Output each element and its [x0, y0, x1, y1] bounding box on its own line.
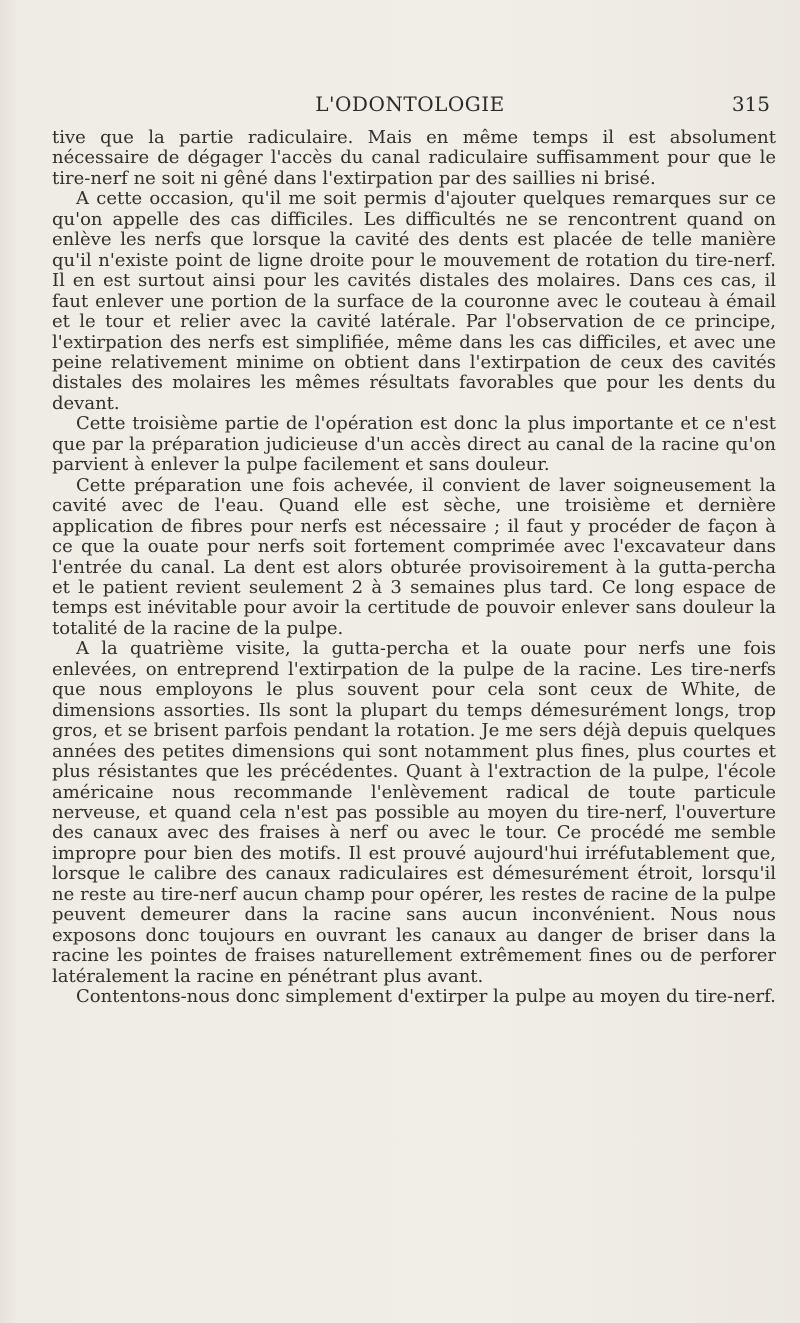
page-header: [50, 92, 770, 126]
paragraph-6: Contentons-nous donc simplement d'extirper la pulpe au moyen du tire-nerf.: [76, 986, 776, 1008]
paper-speck: [463, 1195, 464, 1196]
article-body: [52, 128, 776, 1007]
page-number: 315: [731, 92, 770, 116]
paragraph-1: tive que la partie radiculaire. Mais en même temps il est absolument nécessaire de dégager l'accès du canal radiculaire suffisamment pour que le tire-nerf ne soit ni gêné dans l'extirpation par des saillies ni brisé.: [52, 127, 776, 189]
running-title: L'ODONTOLOGIE: [315, 92, 505, 116]
paragraph-3: Cette troisième partie de l'opération est donc la plus importante et ce n'est que par la préparation judicieuse d'un accès direct au canal de la racine qu'on parvient à enlever la pulpe facilement et sans douleur.: [52, 413, 776, 476]
paragraph-2: A cette occasion, qu'il me soit permis d'ajouter quelques remarques sur ce qu'on appelle des cas difficiles. Les difficultés ne se rencontrent quand on enlève les nerfs que lorsque la cavité des dents est placée de telle manière qu'il n'existe point de ligne droite pour le mouvement de rotation du tire-nerf. Il en est surtout ainsi pour les cavités distales des molaires. Dans ces cas, il faut enlever une portion de la surface de la couronne avec le couteau à émail et le tour et relier avec la cavité latérale. Par l'observation de ce principe, l'extirpation des nerfs est simplifiée, même dans les cas difficiles, et avec une peine relativement minime on obtient dans l'extirpation de ceux des cavités distales des molaires les mêmes résultats favorables que pour les dents du devant.: [52, 188, 776, 414]
paragraph-5: A la quatrième visite, la gutta-percha et la ouate pour nerfs une fois enlevées, on entreprend l'extirpation de la pulpe de la racine. Les tire-nerfs que nous employons le plus souvent pour cela sont ceux de White, de dimensions assorties. Ils sont la plupart du temps démesurément longs, trop gros, et se brisent parfois pendant la rotation. Je me sers déjà depuis quelques années des petites dimensions qui sont notamment plus fines, plus courtes et plus résistantes que les précédentes. Quant à l'extraction de la pulpe, l'école américaine nous recommande l'enlèvement radical de toute particule nerveuse, et quand cela n'est pas possible au moyen du tire-nerf, l'ouverture des canaux avec des fraises à nerf ou avec le tour. Ce procédé me semble impropre pour bien des motifs. Il est prouvé aujourd'hui irréfutablement que, lorsque le calibre des canaux radiculaires est démesurément étroit, lorsqu'il ne reste au tire-nerf aucun champ pour opérer, les restes de racine de la pulpe peuvent demeurer dans la racine sans aucun inconvénient. Nous nous exposons donc toujours en ouvrant les canaux au danger de briser dans la racine les pointes de fraises naturellement extrêmement fines ou de perforer latéralement la racine en pénétrant plus avant.: [52, 638, 776, 987]
paragraph-4: Cette préparation une fois achevée, il convient de laver soigneusement la cavité avec de l'eau. Quand elle est sèche, une troisième et dernière application de fibres pour nerfs est nécessaire ; il faut y procéder de façon à ce que la ouate pour nerfs soit fortement comprimée avec l'excavateur dans l'entrée du canal. La dent est alors obturée provisoirement à la gutta-percha et le patient revient seulement 2 à 3 semaines plus tard. Ce long espace de temps est inévitable pour avoir la certitude de pouvoir enlever sans douleur la totalité de la racine de la pulpe.: [52, 474, 776, 639]
